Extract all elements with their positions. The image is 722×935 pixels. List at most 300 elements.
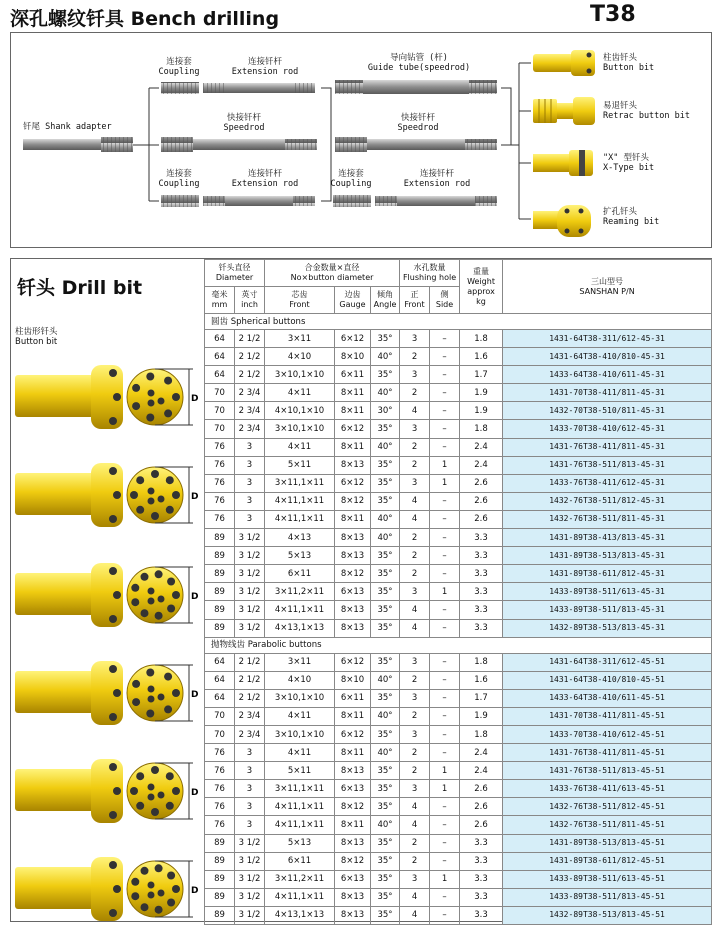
table-cell: 3.3	[460, 888, 503, 906]
table-cell: –	[430, 744, 460, 762]
table-cell: 6×12	[335, 725, 371, 743]
table-cell: 3 1/2	[235, 852, 265, 870]
table-cell: 4×11,1×11	[265, 888, 335, 906]
table-cell: 5×11	[265, 762, 335, 780]
table-cell: 2	[400, 456, 430, 474]
table-cell: 76	[205, 510, 235, 528]
table-cell: 6×11	[335, 366, 371, 384]
header-pn: 三山型号 SANSHAN P/N	[503, 260, 712, 314]
table-row	[205, 744, 712, 762]
header-front: 芯齿 Front	[265, 287, 335, 314]
table-cell: 64	[205, 689, 235, 707]
table-cell: 40°	[371, 671, 400, 689]
table-cell: 3 1/2	[235, 619, 265, 637]
table-cell: 4×10,1×10	[265, 402, 335, 420]
table-cell: 1431-76T38-511/813-45-31	[503, 456, 712, 474]
table-cell: 2 3/4	[235, 384, 265, 402]
table-row	[205, 762, 712, 780]
table-cell: 2 1/2	[235, 689, 265, 707]
table-cell: 70	[205, 725, 235, 743]
table-cell: 35°	[371, 547, 400, 565]
table-cell: 3	[400, 474, 430, 492]
table-cell: 2.4	[460, 762, 503, 780]
table-cell: 2 1/2	[235, 653, 265, 671]
table-cell: 1431-76T38-411/811-45-51	[503, 744, 712, 762]
table-cell: 3	[400, 689, 430, 707]
table-cell: 4	[400, 619, 430, 637]
table-cell: 8×13	[335, 529, 371, 547]
table-cell: 64	[205, 653, 235, 671]
table-cell: 6×11	[265, 852, 335, 870]
table-cell: 2.6	[460, 510, 503, 528]
table-cell: 1433-89T38-511/613-45-51	[503, 870, 712, 888]
table-cell: 4	[400, 798, 430, 816]
table-cell: 3×11,2×11	[265, 583, 335, 601]
table-row	[205, 565, 712, 583]
table-cell: 3.3	[460, 547, 503, 565]
table-cell: 2	[400, 384, 430, 402]
table-cell: 89	[205, 852, 235, 870]
table-cell: 3 1/2	[235, 834, 265, 852]
table-cell: 4×11,1×11	[265, 492, 335, 510]
table-cell: 1.6	[460, 348, 503, 366]
header-fl-front: 正 Front	[400, 287, 430, 314]
section-header-row	[205, 637, 712, 653]
bit-image-5	[13, 751, 198, 833]
table-cell: 8×11	[335, 707, 371, 725]
bit-image-1	[13, 357, 198, 439]
section-title: 圆齿 Spherical buttons	[205, 314, 712, 330]
table-cell: 8×12	[335, 798, 371, 816]
table-cell: 35°	[371, 420, 400, 438]
table-cell: 35°	[371, 762, 400, 780]
table-cell: 2	[400, 762, 430, 780]
table-cell: 8×12	[335, 565, 371, 583]
table-cell: 1431-64T38-410/810-45-31	[503, 348, 712, 366]
table-row	[205, 547, 712, 565]
retrac-button-bit-icon	[533, 97, 595, 125]
table-cell: 70	[205, 707, 235, 725]
bit-image-4	[13, 653, 198, 735]
table-cell: 1.8	[460, 420, 503, 438]
table-cell: 1432-76T38-511/811-45-31	[503, 510, 712, 528]
table-cell: 6×11	[265, 565, 335, 583]
table-cell: –	[430, 565, 460, 583]
table-cell: 8×11	[335, 816, 371, 834]
table-cell: 40°	[371, 529, 400, 547]
table-cell: 2.6	[460, 816, 503, 834]
table-cell: 1	[430, 456, 460, 474]
bit-label-retrac: 易退钎头 Retrac button bit	[603, 101, 690, 121]
table-cell: 8×13	[335, 888, 371, 906]
table-cell: 4	[400, 816, 430, 834]
table-cell: 3.3	[460, 852, 503, 870]
table-cell: 3 1/2	[235, 870, 265, 888]
table-cell: 3 1/2	[235, 565, 265, 583]
table-row	[205, 492, 712, 510]
table-cell: 1.8	[460, 653, 503, 671]
table-cell: 3×10,1×10	[265, 725, 335, 743]
table-cell: 1	[430, 474, 460, 492]
table-cell: 3 1/2	[235, 601, 265, 619]
svg-text:D: D	[191, 394, 198, 404]
table-cell: 3 1/2	[235, 547, 265, 565]
table-cell: 35°	[371, 474, 400, 492]
table-cell: 3	[400, 366, 430, 384]
table-cell: –	[430, 547, 460, 565]
table-cell: 3	[400, 583, 430, 601]
table-cell: 35°	[371, 583, 400, 601]
table-row	[205, 653, 712, 671]
table-cell: 2.4	[460, 438, 503, 456]
table-cell: 5×13	[265, 834, 335, 852]
svg-text:D: D	[191, 690, 198, 700]
table-cell: 3.3	[460, 529, 503, 547]
table-cell: 2	[400, 547, 430, 565]
table-cell: –	[430, 330, 460, 348]
table-cell: 1433-89T38-511/813-45-31	[503, 601, 712, 619]
table-cell: –	[430, 888, 460, 906]
table-cell: 8×11	[335, 510, 371, 528]
shank-label-en: Shank adapter	[45, 122, 112, 132]
table-cell: 76	[205, 492, 235, 510]
table-row	[205, 583, 712, 601]
table-cell: 40°	[371, 744, 400, 762]
table-cell: 64	[205, 330, 235, 348]
table-cell: 2	[400, 529, 430, 547]
drill-bit-spec-table	[204, 259, 712, 925]
table-cell: –	[430, 348, 460, 366]
table-cell: –	[430, 619, 460, 637]
table-cell: 35°	[371, 689, 400, 707]
table-cell: 35°	[371, 653, 400, 671]
table-cell: 35°	[371, 456, 400, 474]
table-cell: 76	[205, 744, 235, 762]
table-row	[205, 348, 712, 366]
header-buttons: 合金数量×直径 No×button diameter	[265, 260, 400, 287]
table-cell: –	[430, 366, 460, 384]
table-cell: 1431-89T38-513/813-45-31	[503, 547, 712, 565]
table-cell: –	[430, 601, 460, 619]
table-row	[205, 619, 712, 637]
table-cell: 1431-89T38-611/812-45-31	[503, 565, 712, 583]
table-cell: 35°	[371, 852, 400, 870]
table-cell: 89	[205, 601, 235, 619]
table-cell: 3	[400, 330, 430, 348]
table-row	[205, 780, 712, 798]
table-cell: 35°	[371, 330, 400, 348]
table-cell: 3.3	[460, 583, 503, 601]
table-cell: 40°	[371, 510, 400, 528]
table-cell: 2 3/4	[235, 420, 265, 438]
bit-label-button: 柱齿钎头 Button bit	[603, 53, 655, 73]
table-cell: 3.3	[460, 601, 503, 619]
table-cell: –	[430, 725, 460, 743]
table-cell: 1432-70T38-510/811-45-31	[503, 402, 712, 420]
table-cell: 2 1/2	[235, 671, 265, 689]
table-cell: 6×12	[335, 653, 371, 671]
table-cell: 89	[205, 529, 235, 547]
table-cell: 4×10	[265, 348, 335, 366]
table-row	[205, 834, 712, 852]
table-row	[205, 330, 712, 348]
table-cell: 3	[235, 492, 265, 510]
table-cell: 35°	[371, 725, 400, 743]
header-weight: 重量 Weight approx kg	[460, 260, 503, 314]
row3-coupling-label-2: 连接套 Coupling	[330, 169, 372, 189]
table-cell: 35°	[371, 366, 400, 384]
table-cell: 1431-70T38-411/811-45-31	[503, 384, 712, 402]
table-cell: 8×13	[335, 906, 371, 924]
reaming-bit-icon	[533, 205, 591, 237]
table-cell: 3 1/2	[235, 583, 265, 601]
table-cell: 76	[205, 798, 235, 816]
row3-rod-label: 连接钎杆 Extension rod	[231, 169, 299, 189]
table-cell: 35°	[371, 565, 400, 583]
table-cell: –	[430, 492, 460, 510]
table-cell: 76	[205, 456, 235, 474]
table-cell: 8×13	[335, 834, 371, 852]
row2-speedrod-label-2: 快接钎杆 Speedrod	[397, 113, 439, 133]
table-cell: 8×11	[335, 744, 371, 762]
table-cell: –	[430, 852, 460, 870]
table-cell: 1433-70T38-410/612-45-51	[503, 725, 712, 743]
table-cell: 40°	[371, 384, 400, 402]
table-cell: 4×10	[265, 671, 335, 689]
table-cell: 4	[400, 510, 430, 528]
table-cell: 2 3/4	[235, 707, 265, 725]
button-bit-label: 柱齿形钎头 Button bit	[15, 327, 58, 347]
table-row	[205, 529, 712, 547]
drill-string-diagram	[10, 32, 712, 248]
table-cell: 3	[235, 816, 265, 834]
table-cell: –	[430, 689, 460, 707]
table-cell: 1431-70T38-411/811-45-51	[503, 707, 712, 725]
table-cell: 1433-76T38-411/613-45-51	[503, 780, 712, 798]
page-title: 深孔螺纹钎具 Bench drilling	[10, 8, 280, 30]
table-cell: 8×13	[335, 456, 371, 474]
table-cell: 4	[400, 402, 430, 420]
table-cell: 3.3	[460, 834, 503, 852]
x-type-bit-icon	[533, 150, 593, 176]
table-cell: 64	[205, 366, 235, 384]
table-cell: 64	[205, 348, 235, 366]
table-cell: 8×10	[335, 671, 371, 689]
table-cell: 2	[400, 348, 430, 366]
table-cell: 4	[400, 888, 430, 906]
table-cell: 4×13,1×13	[265, 619, 335, 637]
table-cell: –	[430, 816, 460, 834]
table-cell: 3×10,1×10	[265, 366, 335, 384]
table-cell: 4	[400, 601, 430, 619]
table-cell: 2	[400, 438, 430, 456]
table-cell: 89	[205, 619, 235, 637]
table-cell: 4×11	[265, 744, 335, 762]
table-cell: 89	[205, 870, 235, 888]
table-cell: 8×11	[335, 402, 371, 420]
table-cell: 1432-89T38-513/813-45-31	[503, 619, 712, 637]
table-row	[205, 870, 712, 888]
table-cell: 40°	[371, 816, 400, 834]
table-cell: 3×11	[265, 330, 335, 348]
header-inch: 英寸 inch	[235, 287, 265, 314]
svg-text:D: D	[191, 886, 198, 896]
table-cell: 76	[205, 762, 235, 780]
button-bit-icon	[533, 50, 595, 76]
table-row	[205, 671, 712, 689]
table-cell: 8×13	[335, 762, 371, 780]
table-cell: –	[430, 510, 460, 528]
table-cell: 6×13	[335, 583, 371, 601]
table-cell: 1431-64T38-311/612-45-51	[503, 653, 712, 671]
table-cell: 1433-70T38-410/612-45-31	[503, 420, 712, 438]
table-cell: 8×12	[335, 852, 371, 870]
table-cell: 3	[400, 420, 430, 438]
table-row	[205, 816, 712, 834]
table-row	[205, 725, 712, 743]
bit-image-3	[13, 555, 198, 637]
table-cell: –	[430, 707, 460, 725]
table-cell: 6×12	[335, 330, 371, 348]
table-cell: 1431-89T38-413/813-45-31	[503, 529, 712, 547]
table-cell: –	[430, 834, 460, 852]
table-cell: 1432-76T38-511/811-45-51	[503, 816, 712, 834]
table-cell: 1431-64T38-311/612-45-31	[503, 330, 712, 348]
section-header-row	[205, 314, 712, 330]
table-cell: 6×13	[335, 870, 371, 888]
row2-speedrod-label: 快接钎杆 Speedrod	[223, 113, 265, 133]
table-row	[205, 689, 712, 707]
table-cell: 35°	[371, 780, 400, 798]
table-cell: 30°	[371, 402, 400, 420]
table-cell: 6×13	[335, 780, 371, 798]
table-cell: –	[430, 798, 460, 816]
table-cell: 3×10,1×10	[265, 689, 335, 707]
table-cell: 3 1/2	[235, 906, 265, 924]
table-cell: 1431-64T38-410/810-45-51	[503, 671, 712, 689]
table-cell: –	[430, 420, 460, 438]
table-row	[205, 420, 712, 438]
table-cell: 2	[400, 852, 430, 870]
table-cell: 2.4	[460, 744, 503, 762]
table-cell: 89	[205, 565, 235, 583]
table-cell: 40°	[371, 707, 400, 725]
table-cell: 70	[205, 384, 235, 402]
table-cell: 2.4	[460, 456, 503, 474]
coupling-shape	[161, 82, 199, 94]
table-cell: 3	[235, 474, 265, 492]
table-cell: 2	[400, 707, 430, 725]
row3-rod-label-2: 连接钎杆 Extension rod	[403, 169, 471, 189]
table-row	[205, 474, 712, 492]
table-cell: 1.9	[460, 707, 503, 725]
table-cell: 2	[400, 565, 430, 583]
table-cell: 5×11	[265, 456, 335, 474]
table-row	[205, 438, 712, 456]
table-cell: 3	[235, 510, 265, 528]
table-cell: 4×13	[265, 529, 335, 547]
thread-code: T38	[590, 2, 636, 27]
table-cell: 4×11	[265, 384, 335, 402]
header-mm: 毫米 mm	[205, 287, 235, 314]
table-cell: 4×11,1×11	[265, 798, 335, 816]
table-cell: 6×11	[335, 689, 371, 707]
table-cell: 3	[400, 780, 430, 798]
table-cell: 3	[235, 780, 265, 798]
table-cell: 35°	[371, 888, 400, 906]
table-cell: 2	[400, 671, 430, 689]
section-title: 抛物线齿 Parabolic buttons	[205, 637, 712, 653]
table-cell: 1431-76T38-511/813-45-51	[503, 762, 712, 780]
svg-text:D: D	[191, 592, 198, 602]
table-cell: 1432-76T38-511/812-45-31	[503, 492, 712, 510]
table-cell: 1433-76T38-411/612-45-31	[503, 474, 712, 492]
table-cell: 3	[235, 744, 265, 762]
table-cell: 1433-89T38-511/813-45-51	[503, 888, 712, 906]
table-cell: 6×12	[335, 474, 371, 492]
table-row	[205, 366, 712, 384]
table-cell: 8×12	[335, 492, 371, 510]
table-cell: 3×10,1×10	[265, 420, 335, 438]
table-cell: 3	[400, 725, 430, 743]
table-cell: 4×13,1×13	[265, 906, 335, 924]
table-row	[205, 402, 712, 420]
table-cell: 4×11	[265, 707, 335, 725]
table-cell: 89	[205, 888, 235, 906]
table-cell: 35°	[371, 798, 400, 816]
drill-bit-section	[10, 258, 712, 922]
table-cell: 2	[400, 744, 430, 762]
table-cell: 8×13	[335, 601, 371, 619]
table-cell: 4	[400, 492, 430, 510]
table-cell: 6×12	[335, 420, 371, 438]
table-cell: 8×13	[335, 547, 371, 565]
table-cell: –	[430, 529, 460, 547]
table-cell: 3.3	[460, 565, 503, 583]
table-row	[205, 510, 712, 528]
table-cell: 8×13	[335, 619, 371, 637]
shank-label	[23, 122, 112, 132]
table-cell: –	[430, 653, 460, 671]
table-cell: 89	[205, 834, 235, 852]
table-cell: 1431-76T38-411/811-45-31	[503, 438, 712, 456]
header-angle: 倾角 Angle	[371, 287, 400, 314]
table-cell: 64	[205, 671, 235, 689]
table-cell: –	[430, 402, 460, 420]
table-row	[205, 456, 712, 474]
table-cell: 3×11,1×11	[265, 780, 335, 798]
table-cell: –	[430, 384, 460, 402]
table-cell: 3	[235, 438, 265, 456]
row1-rod-label: 连接钎杆 Extension rod	[231, 57, 299, 77]
table-cell: 3.3	[460, 619, 503, 637]
table-row	[205, 384, 712, 402]
table-cell: 2.6	[460, 780, 503, 798]
table-cell: 3 1/2	[235, 529, 265, 547]
table-cell: 1.8	[460, 330, 503, 348]
table-cell: 35°	[371, 834, 400, 852]
table-cell: 1	[430, 762, 460, 780]
table-cell: 35°	[371, 619, 400, 637]
row1-coupling-label: 连接套 Coupling	[158, 57, 200, 77]
table-cell: 8×11	[335, 438, 371, 456]
table-cell: 1432-76T38-511/812-45-51	[503, 798, 712, 816]
table-cell: 3.3	[460, 906, 503, 924]
table-cell: 2	[400, 834, 430, 852]
table-cell: 3	[235, 456, 265, 474]
table-cell: 3×11,2×11	[265, 870, 335, 888]
table-cell: 1.6	[460, 671, 503, 689]
